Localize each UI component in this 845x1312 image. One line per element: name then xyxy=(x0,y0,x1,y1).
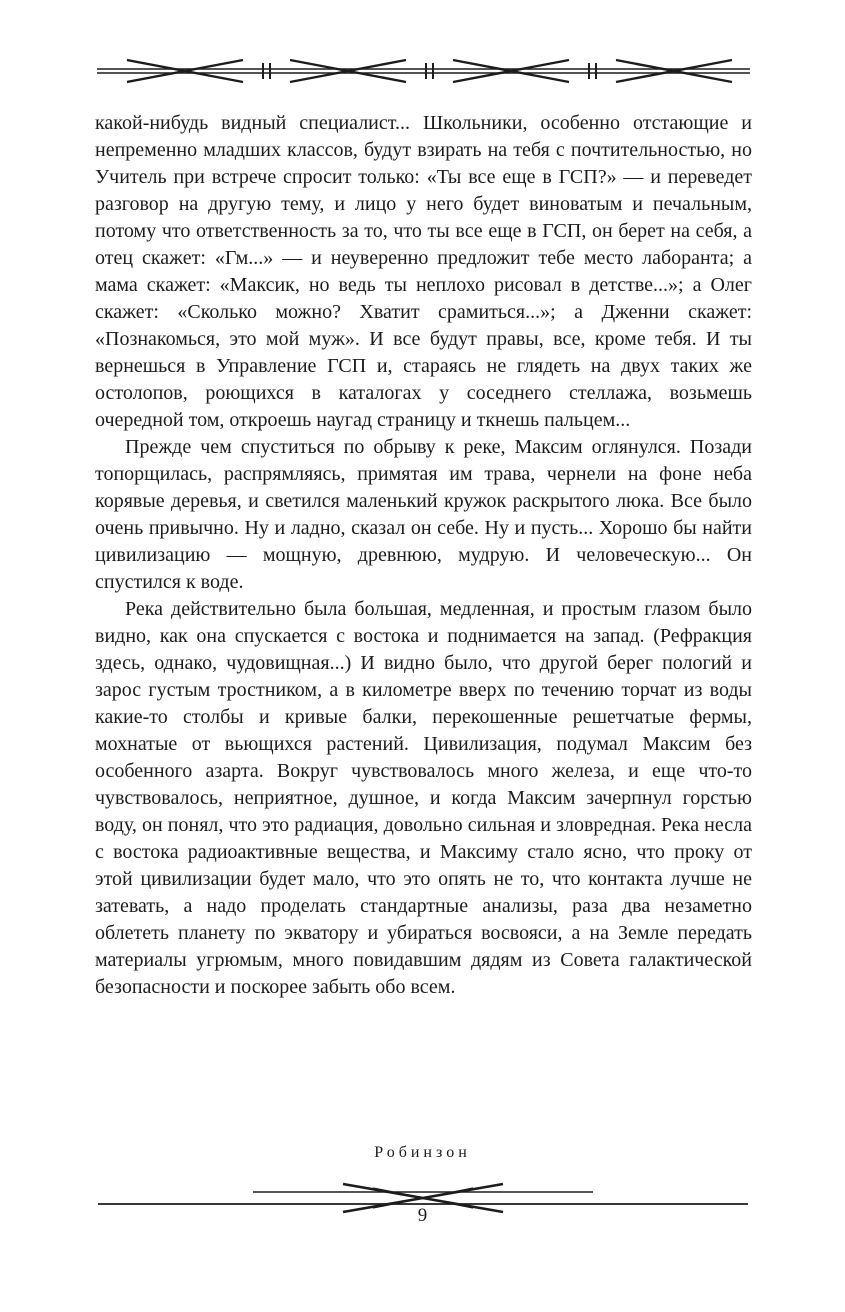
paragraph: Прежде чем спуститься по обрыву к реке, Максим оглянулся. Позади топорщилась, распрямляясь, примятая им трава, чернели на фоне неба корявые деревья, и светился маленький кружок раскрытого люка. Все было очень привычно. Ну и ладно, сказал он себе. Ну и пусть... Хорошо бы найти цивилизацию — мощную, древнюю, мудрую. И человеческую... Он спустился к воде. xyxy=(95,436,752,593)
paragraph: какой-нибудь видный специалист... Школьники, особенно отстающие и непременно младших классов, будут взирать на тебя с почтительностью, но Учитель при встрече спросит только: «Ты все еще в ГСП?» — и переведет разговор на другую тему, и лицо у него будет виноватым и печальным, потому что ответственность за то, что ты все еще в ГСП, он берет на себя, а отец скажет: «Гм...» — и неуверенно предложит тебе место лаборанта; а мама скажет: «Максик, но ведь ты неплохо рисовал в детстве...»; а Олег скажет: «Сколько можно? Хватит срамиться...»; а Дженни скажет: «Познакомься, это мой муж». И все будут правы, все, кроме тебя. И ты вернешься в Управление ГСП и, стараясь не глядеть на двух таких же остолопов, роющихся в каталогах у соседнего стеллажа, возьмешь очередной том, откроешь наугад страницу и ткнешь пальцем... xyxy=(95,112,752,431)
page-body xyxy=(95,110,752,1001)
paragraph: Река действительно была большая, медленная, и простым глазом было видно, как она спускается с востока и поднимается на запад. (Рефракция здесь, однако, чудовищная...) И видно было, что другой берег пологий и зарос густым тростником, а в километре вверх по течению торчат из воды какие-то столбы и кривые балки, перекошенные решетчатые фермы, мохнатые от вьющихся растений. Цивилизация, подумал Максим без особенного азарта. Вокруг чувствовалось много железа, и еще что-то чувствовалось, неприятное, душное, и когда Максим зачерпнул горстью воду, он понял, что это радиация, довольно сильная и зловредная. Река несла с востока радиоактивные вещества, и Максиму стало ясно, что проку от этой цивилизации будет мало, что это опять не то, что контакта лучше не затевать, а надо проделать стандартные анализы, раза два незаметно облететь планету по экватору и убираться восвояси, а на Земле передать материалы угрюмым, много повидавшим дядям из Совета галактической безопасности и поскорее забыть обо всем. xyxy=(95,598,752,998)
ribbon-rule-icon xyxy=(95,56,752,86)
running-footer: Робинзон xyxy=(374,1144,471,1161)
page-number: 9 xyxy=(417,1205,428,1226)
header-ornament xyxy=(95,56,752,86)
